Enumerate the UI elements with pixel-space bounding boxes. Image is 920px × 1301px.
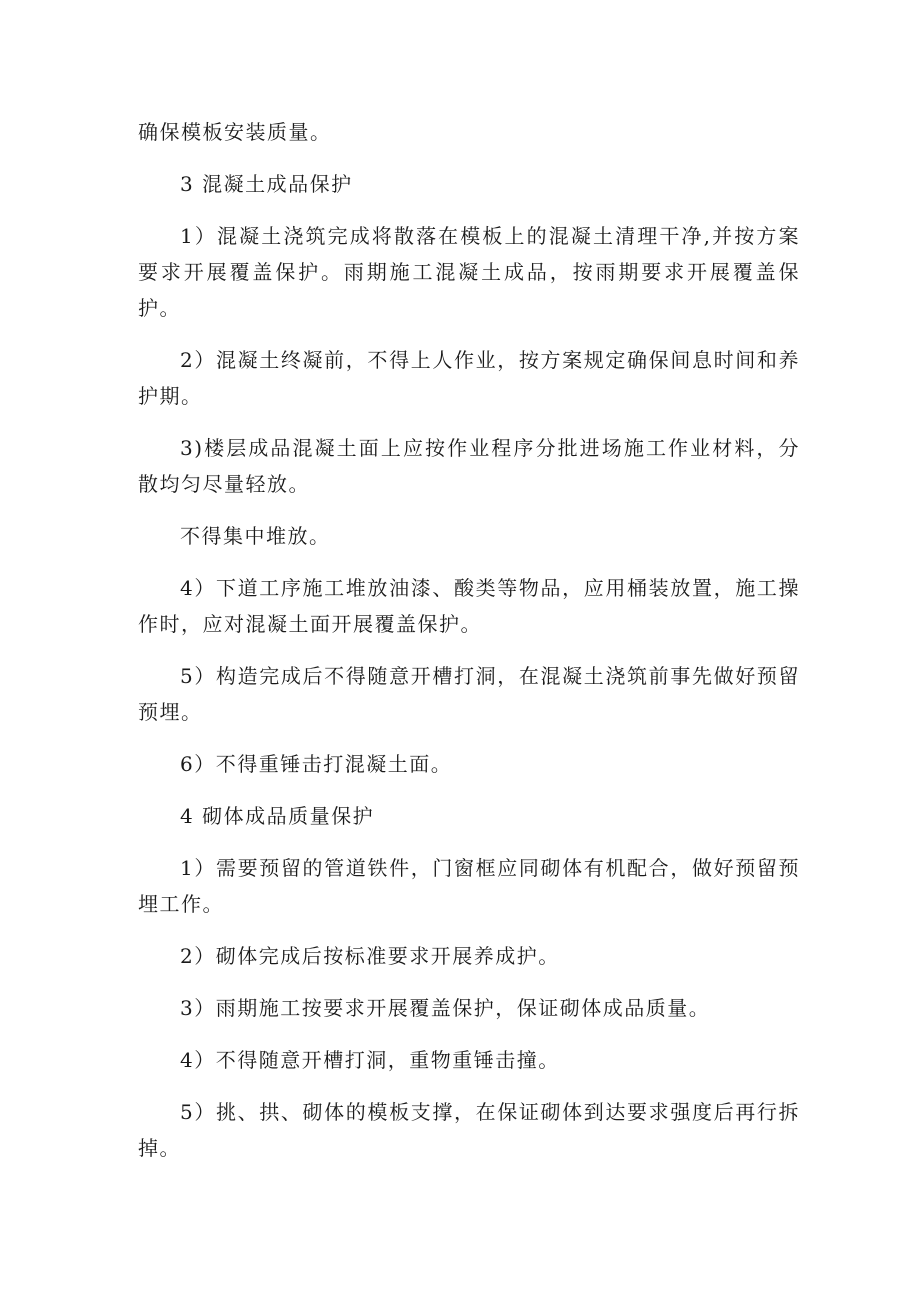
paragraph-4-5: 5）挑、拱、砌体的模板支撑，在保证砌体到达要求强度后再行拆掉。 (138, 1100, 800, 1160)
paragraph-3-3: 3)楼层成品混凝土面上应按作业程序分批进场施工作业材料，分散均匀尽量轻放。 (138, 436, 800, 496)
section-heading-3: 3 混凝土成品保护 (180, 172, 353, 196)
paragraph-4-4: 4）不得随意开槽打洞，重物重锤击撞。 (180, 1048, 560, 1072)
paragraph-3-4: 4）下道工序施工堆放油漆、酸类等物品，应用桶装放置，施工操作时，应对混凝土面开展覆盖保护。 (138, 576, 800, 636)
paragraph-3-2: 2）混凝土终凝前，不得上人作业，按方案规定确保间息时间和养护期。 (138, 348, 800, 408)
paragraph-4-3: 3）雨期施工按要求开展覆盖保护，保证砌体成品质量。 (180, 996, 711, 1020)
document-body (138, 114, 800, 1182)
paragraph-3-6: 6）不得重锤击打混凝土面。 (180, 752, 453, 776)
paragraph-3-1: 1）混凝土浇筑完成将散落在模板上的混凝土清理干净,并按方案要求开展覆盖保护。雨期施工混凝土成品，按雨期要求开展覆盖保护。 (138, 224, 800, 320)
paragraph-1: 确保模板安装质量。 (138, 120, 332, 144)
section-heading-4: 4 砌体成品质量保护 (180, 804, 375, 828)
paragraph-3-5: 5）构造完成后不得随意开槽打洞，在混凝土浇筑前事先做好预留预埋。 (138, 664, 800, 724)
paragraph-3-3-note: 不得集中堆放。 (180, 524, 331, 548)
paragraph-4-1: 1）需要预留的管道铁件，门窗框应同砌体有机配合，做好预留预埋工作。 (138, 856, 800, 916)
paragraph-4-2: 2）砌体完成后按标准要求开展养成护。 (180, 944, 560, 968)
